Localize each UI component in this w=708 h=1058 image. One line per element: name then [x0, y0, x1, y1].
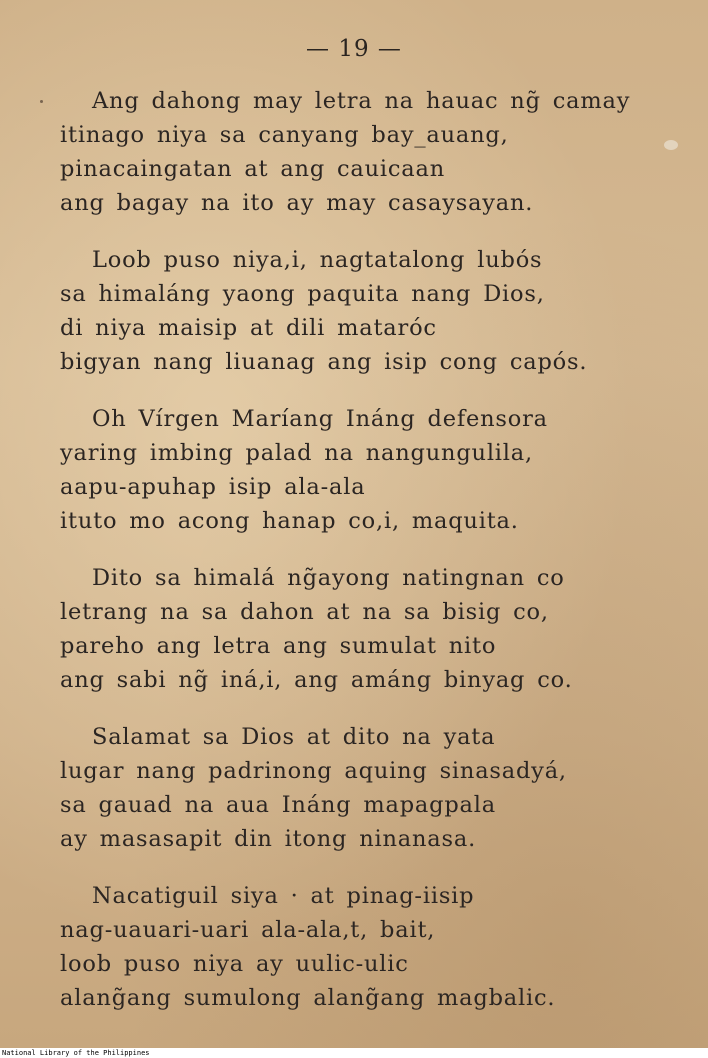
stanza: [60, 561, 680, 697]
verse-line: loob puso niya ay uulic-ulic: [60, 951, 409, 977]
verse-line: Nacatiguil siya · at pinag-iisip: [92, 883, 475, 909]
stanza: [60, 84, 680, 220]
poem-body: [60, 84, 680, 1038]
stanza: [60, 720, 680, 856]
verse-line: alang̃ang sumulong alang̃ang magbalic.: [60, 985, 556, 1011]
verse-line: letrang na sa dahon at na sa bisig co,: [60, 599, 549, 625]
verse-line: nag-uauari-uari ala-ala,t, bait,: [60, 917, 436, 943]
page-number: — 19 —: [306, 36, 402, 62]
paper-blemish: [40, 100, 43, 103]
verse-line: sa himaláng yaong paquita nang Dios,: [60, 281, 545, 307]
verse-line: yaring imbing palad na nangungulila,: [60, 440, 533, 466]
verse-line: Loob puso niya,i, nagtatalong lubós: [92, 247, 543, 273]
verse-line: Ang dahong may letra na hauac ng̃ camay: [92, 88, 631, 114]
verse-line: aapu-apuhap isip ala-ala: [60, 474, 366, 500]
verse-line: ang bagay na ito ay may casaysayan.: [60, 190, 534, 216]
stanza: [60, 879, 680, 1015]
verse-line: ang sabi ng̃ iná,i, ang amáng binyag co.: [60, 667, 573, 693]
verse-line: pareho ang letra ang sumulat nito: [60, 633, 497, 659]
stanza: [60, 402, 680, 538]
verse-line: ay masasapit din itong ninanasa.: [60, 826, 477, 852]
verse-line: itinago niya sa canyang bay_auang,: [60, 122, 509, 148]
verse-line: Salamat sa Dios at dito na yata: [92, 724, 496, 750]
verse-line: Oh Vírgen Maríang Ináng defensora: [92, 406, 548, 432]
verse-line: ituto mo acong hanap co,i, maquita.: [60, 508, 519, 534]
verse-line: pinacaingatan at ang cauicaan: [60, 156, 446, 182]
stanza: [60, 243, 680, 379]
library-credit: National Library of the Philippines: [2, 1049, 150, 1057]
verse-line: di niya maisip at dili mataróc: [60, 315, 437, 341]
verse-line: sa gauad na aua Ináng mapagpala: [60, 792, 496, 818]
verse-line: Dito sa himalá ng̃ayong natingnan co: [92, 565, 565, 591]
verse-line: lugar nang padrinong aquing sinasadyá,: [60, 758, 567, 784]
verse-line: bigyan nang liuanag ang isip cong capós.: [60, 349, 588, 375]
